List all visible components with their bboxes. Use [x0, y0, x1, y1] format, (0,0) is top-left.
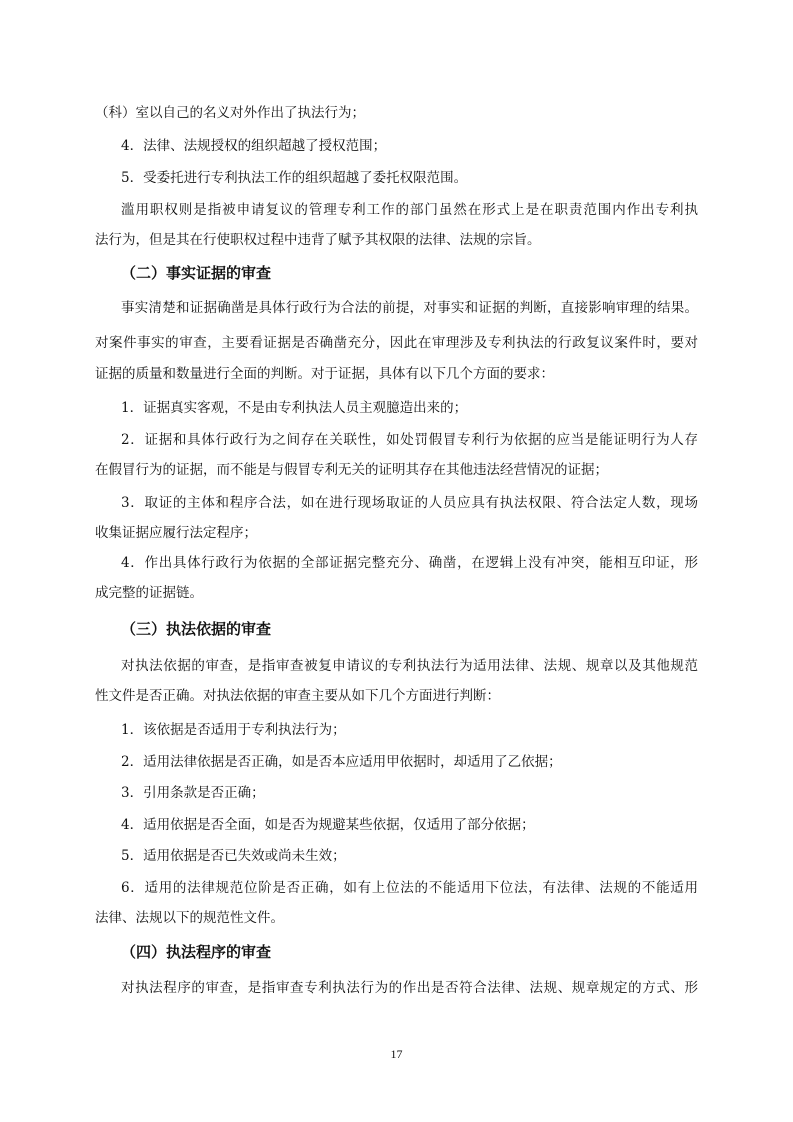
list-item: 4．作出具体行政行为依据的全部证据完整充分、确凿，在逻辑上没有冲突，能相互印证，形: [121, 555, 698, 571]
paragraph-line: 成完整的证据链。: [95, 585, 203, 601]
paragraph-line: 对案件事实的审查，主要看证据是否确凿充分，因此在审理涉及专利执法的行政复议案件时，要对: [95, 335, 698, 351]
list-item: 1．该依据是否适用于专利执法行为；: [121, 722, 346, 738]
paragraph-line: 性文件是否正确。对执法依据的审查主要从如下几个方面进行判断：: [95, 688, 500, 704]
section-heading: （四）执法程序的审查: [121, 943, 272, 961]
paragraph-line: 法行为，但是其在行使职权过程中违背了赋予其权限的法律、法规的宗旨。: [95, 232, 541, 248]
paragraph-line: 对执法程序的审查，是指审查专利执法行为的作出是否符合法律、法规、规章规定的方式、形: [121, 980, 698, 996]
list-item: 4．法律、法规授权的组织超越了授权范围；: [121, 138, 387, 154]
paragraph-line: 证据的质量和数量进行全面的判断。对于证据，具体有以下几个方面的要求：: [95, 366, 554, 382]
list-item: 2．证据和具体行政行为之间存在关联性，如处罚假冒专利行为依据的应当是能证明行为人存: [121, 432, 698, 448]
page-number: 17: [390, 1047, 403, 1061]
paragraph-line: 事实清楚和证据确凿是具体行政行为合法的前提，对事实和证据的判断，直接影响审理的结果。: [121, 300, 698, 316]
paragraph-line: 在假冒行为的证据，而不能是与假冒专利无关的证明其存在其他违法经营情况的证据；: [95, 462, 608, 478]
list-item: 3．取证的主体和程序合法，如在进行现场取证的人员应具有执法权限、符合法定人数，现场: [121, 495, 698, 511]
paragraph-line: 法律、法规以下的规范性文件。: [95, 910, 284, 926]
section-heading: （三）执法依据的审查: [121, 620, 272, 638]
list-item: 3．引用条款是否正确；: [121, 785, 265, 801]
list-item: 5．适用依据是否已失效或尚未生效；: [121, 848, 346, 864]
paragraph-line: （科）室以自己的名义对外作出了执法行为；: [95, 105, 365, 121]
list-item: 4．适用依据是否全面，如是否为规避某些依据，仅适用了部分依据；: [121, 817, 535, 833]
section-heading: （二）事实证据的审查: [121, 264, 272, 282]
paragraph-line: 滥用职权则是指被申请复议的管理专利工作的部门虽然在形式上是在职责范围内作出专利执: [121, 202, 698, 218]
list-item: 1．证据真实客观，不是由专利执法人员主观臆造出来的；: [121, 400, 468, 416]
list-item: 6．适用的法律规范位阶是否正确，如有上位法的不能适用下位法，有法律、法规的不能适用: [121, 880, 698, 896]
paragraph-line: 对执法依据的审查，是指审查被复申请议的专利执法行为适用法律、法规、规章以及其他规范: [121, 658, 698, 674]
list-item: 2．适用法律依据是否正确，如是否本应适用甲依据时，却适用了乙依据；: [121, 754, 562, 770]
list-item: 5．受委托进行专利执法工作的组织超越了委托权限范围。: [121, 170, 468, 186]
paragraph-line: 收集证据应履行法定程序；: [95, 525, 257, 541]
